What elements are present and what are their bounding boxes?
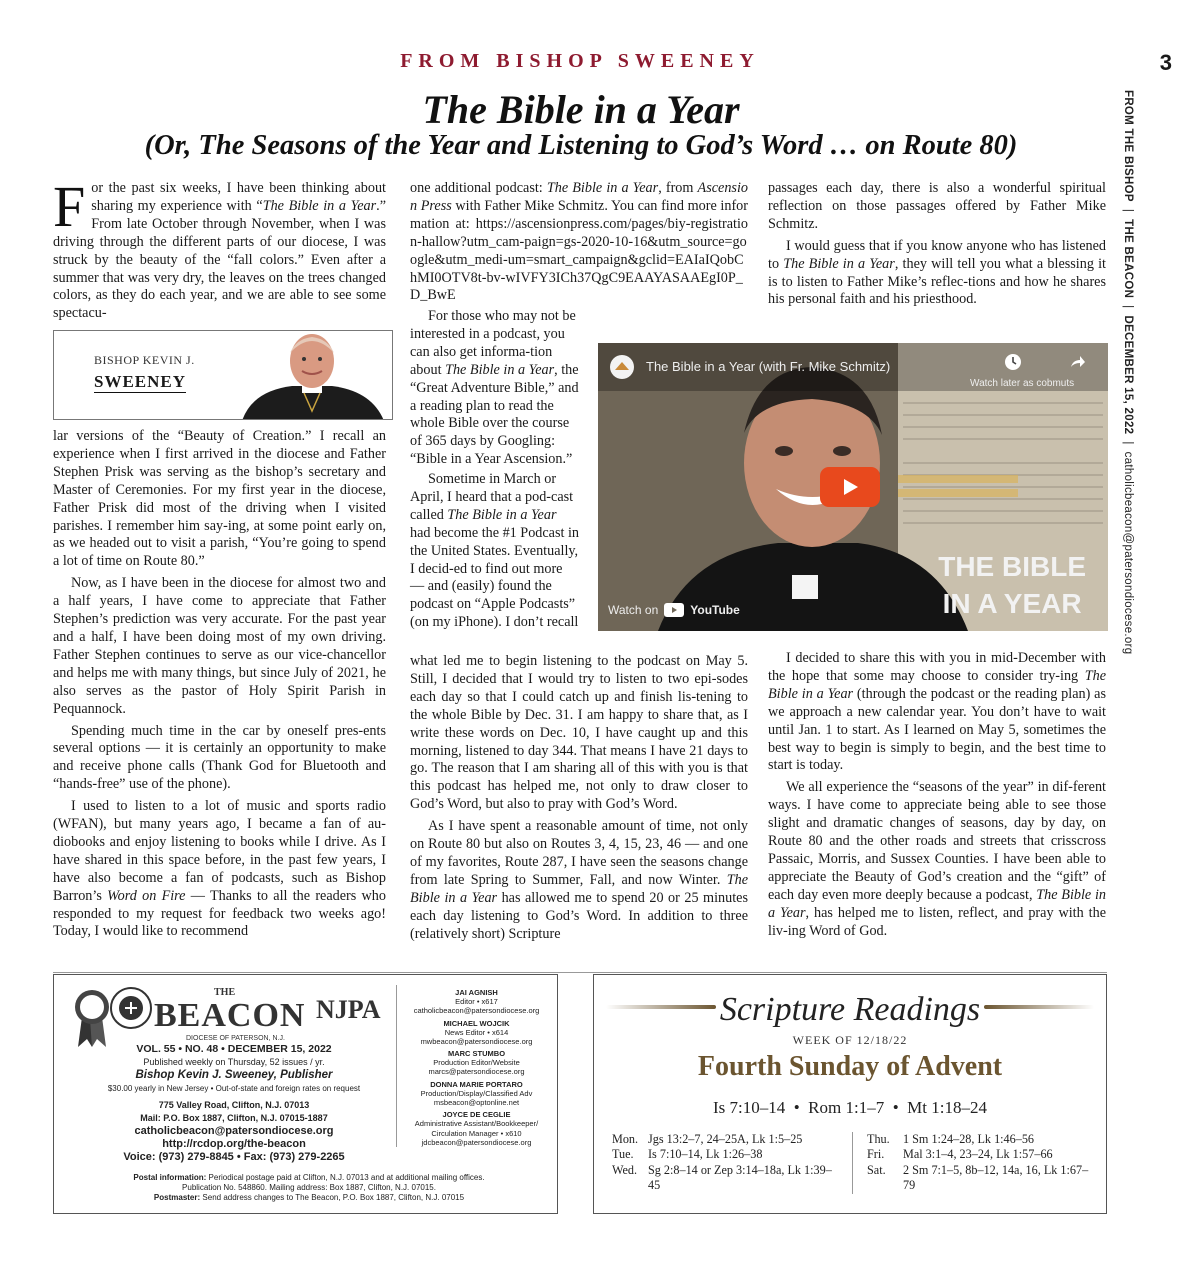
staff-role: Circulation Manager • x610 [431,1128,522,1138]
byline [94,353,195,393]
video-overlay-title [938,548,1086,622]
sunday-readings: Is 7:10–14 • Rom 1:1–7 • Mt 1:18–24 [712,1098,987,1117]
paragraph [410,818,748,943]
sidebar-email: catholicbeacon@patersondiocese.org [1122,451,1134,655]
bishop-portrait-photo [232,331,392,420]
sidebar-date: DECEMBER 15, 2022 [1122,315,1134,435]
text-run: or the past six weeks, I have been thinking about sharing my experience with “ [91,180,386,214]
youtube-logo-icon [664,603,684,617]
weekday-readings-right [852,1132,1092,1194]
paragraph: passages each day, there is also a wonderful spiritual reflection on those passages offered by Father Mike Schmitz. [768,180,1106,232]
italic-title: The Bible in a Year [410,871,748,906]
text-run: , from [658,180,698,196]
play-button-icon[interactable] [820,467,880,507]
text-run: , they will tell you what a blessing it is to listen to Father Mike’s reflec-tions and how he shares his personal faith and his priesthood. [768,255,1106,308]
staff-role: News Editor • x614 [444,1027,509,1037]
publisher-line: Bishop Kevin J. Sweeney, Publisher [135,1069,333,1081]
sidebar-sep: | [1122,305,1134,309]
paragraph [53,798,386,941]
paragraph [768,238,1106,310]
article-column-3-top [768,180,1106,313]
text-run: with Father Mike Schmitz. You can find more information at: https://ascensionpress.com/pages/biy-registration-hallow?utm_cam-paign=gs-2020-10-16&utm_source=google&utm_medi-um=smart_campaign&gclid=EAIaIQobChMI0OTV8t-bv-wIVFY3ICh37QgC9EAAYASAAEgI0P_D_BwE [410,197,748,304]
staff-role: Administrative Assistant/Bookkeeper/ [414,1119,539,1129]
paragraph: Spending much time in the car by oneself pres-ents several options — it is certainly an opportunity to make and receive phone calls (Thank God for Bluetooth and “hands-free” use of the phone). [53,722,386,793]
beacon-logo: BEACON [154,997,306,1034]
paragraph: Now, as I have been in the diocese for almost two and a half years, I have come to appreciate that Father Stephen’s prediction was very accurate. For the past year and a half, I have been doing most of my own driving. Father Stephen continues to serve as our vice-chancellor and helps me with many things, but since July of 2021, he also serves as the pastor of Holy Spirit Parish in Pequannock. [53,575,386,717]
text-run: I would guess that if you know anyone who has listened to [768,237,1106,272]
overlay-line: IN A YEAR [942,588,1082,619]
text-run: For those who may not be interested in a podcast, you can also get informa-tion about [410,308,576,378]
postmaster-label: Postmaster: [153,1193,201,1202]
paragraph [53,174,386,323]
italic-title: The Bible in a Year [546,180,659,196]
reading-day: Fri. [867,1147,885,1162]
vertical-sidebar [1122,90,1152,655]
sidebar-text [1122,90,1134,654]
italic-title: The Bible in a Year [262,197,377,214]
postal-information [64,1173,554,1203]
reading-ref: Sg 2:8–14 or Zep 3:14–18a, Lk 1:39–45 [648,1162,832,1193]
article-column-2-bottom [410,653,748,948]
staff-name: JOYCE DE CEGLIE [442,1110,511,1120]
masthead-the: THE [214,987,236,998]
text-run: .” From late October through November, when I was driving through the different parts of our diocese, I was struck by the beauty of the “fall colors.” Even after a summer that was very dry, the leaves on the trees changed colors, as they do each year, and we are able to see some spectacu- [53,197,386,322]
watch-on-label: Watch on [608,603,659,617]
italic-title: Ascension Press [410,180,748,214]
mail-line: Mail: P.O. Box 1887, Clifton, N.J. 07015-1887 [140,1113,328,1123]
staff-name: JAI AGNISH [455,988,498,997]
sidebar-section: FROM THE BISHOP [1122,90,1134,202]
italic-title: The Bible in a Year [768,886,1106,921]
masthead-info [74,1043,394,1164]
article-column-2-top [410,180,748,309]
text-run: As I have spent a reasonable amount of time, not only on Route 80 but also on Routes 3, 4, 15, 23, 46 — and one of my favorites, Route 287, I have seen the seasons change from late Spring to Summer, Fall, and now Winter. [410,818,748,888]
published-line: Published weekly on Thursday, 52 issues / yr. [143,1057,325,1067]
text-run: had become the #1 Podcast in the United States. Eventually, I decid-ed to find out more — and (easily) found the podcast on “Apple Podcasts” (on my iPhone). I don’t recall [410,524,580,631]
postal-label: Postal information: [133,1173,207,1182]
section-kicker: FROM BISHOP SWEENEY [400,50,760,72]
paragraph: what led me to begin listening to the podcast on May 5. Still, I decided that I would try to listen to two epi-sodes each day so that I could catch up and finish lis-tening to the whole Bible by Dec. 31. I am happy to share that, as I write these words on Dec. 10, I have caught up and this morning, listened to day 344. That means I have 21 days to go. The reason that I am sharing all of this with you is that this podcast has helped me, not only to draw closer to God’s Word, but also to pray with God’s Word. [410,653,748,813]
cpa-seal-icon [110,987,152,1029]
staff-role: Editor • x617 [455,997,498,1006]
reading-row [612,1132,837,1147]
headline: The Bible in a Year [422,87,740,132]
reading-ref: 2 Sm 7:1–5, 8b–12, 14a, 16, Lk 1:67–79 [903,1162,1089,1193]
postmaster-text: Send address changes to The Beacon, P.O. Box 1887, Clifton, N.J. 07015 [202,1193,465,1202]
reading-ref: Is 7:10–14, Lk 1:26–38 [648,1147,763,1162]
staff-email[interactable]: catholicbeacon@patersondiocese.org [413,1006,540,1016]
text-run: (through the podcast or the reading plan) as we approach a new calendar year. You don’t have to wait until Jan. 1 to start. As I learned on May 5, sometimes the best way to begin is simply to begin, and the best time to start is today. [768,685,1106,774]
italic-title: The Bible in a Year [783,255,895,272]
njpa-logo: NJPA [316,995,381,1024]
reading-ref: Mal 3:1–4, 23–24, Lk 1:57–66 [903,1147,1053,1162]
reading-row [612,1163,837,1194]
paragraph [768,650,1106,775]
staff-name: MARC STUMBO [447,1049,506,1059]
address-line: 775 Valley Road, Clifton, N.J. 07013 [158,1100,310,1110]
award-ribbon-icon [72,987,112,1047]
staff-email[interactable]: msbeacon@optonline.net [433,1098,520,1108]
volume-line: VOL. 55 • NO. 48 • DECEMBER 15, 2022 [136,1043,332,1055]
phone-line: Voice: (973) 279-8845 • Fax: (973) 279-2265 [123,1151,345,1163]
text-run: I used to listen to a lot of music and sports radio (WFAN), but many years ago, I became a fan of au-diobooks and enjoy listening to books while I drive. As I have shared in this space before, in the past few years, I have also become a fan of podcasts, such as Bishop Barron’s [53,798,386,904]
text-run: — Thanks to all the readers who responded to my request for feedback two weeks ago! Today, I would like to recommend [53,887,386,940]
masthead-box [53,974,558,1214]
reading-row [612,1147,837,1162]
clock-icon[interactable] [1004,353,1022,371]
paragraph: lar versions of the “Beauty of Creation.” I recall an experience when I first arrived in the diocese and Father Stephen Prisk was serving as the bishop’s secretary and Master of Ceremonies. For my first year in the diocese, Father Prisk did most of the driving when I visited parishes. I remember him say-ing, at some point early on, as we headed out to visit a parish, “You’re going to spend a lot of time on Route 80.” [53,428,386,570]
reading-row [867,1132,1092,1147]
reading-day: Tue. [612,1147,634,1162]
website-link[interactable]: http://rcdop.org/the-beacon [162,1138,306,1150]
watch-later-label[interactable]: Watch later as cobmuts [970,378,1075,389]
reading-day: Wed. [612,1162,638,1177]
sidebar-sep: | [1122,441,1134,445]
subheadline: (Or, The Seasons of the Year and Listening to God’s Word … on Route 80) [144,130,1018,161]
postal-line [64,1173,554,1183]
text-run: I decided to share this with you in mid-December with the hope that some may choose to consider try-ing [768,650,1106,684]
reading-row [867,1163,1092,1194]
email-link[interactable]: catholicbeacon@patersondiocese.org [134,1125,334,1137]
reading-day: Sat. [867,1162,886,1177]
article-column-1-top [53,174,386,327]
reading-ref: Jgs 13:2–7, 24–25A, Lk 1:5–25 [648,1132,803,1146]
overlay-line: THE BIBLE [938,551,1086,582]
reading-ref: 1 Sm 1:24–28, Lk 1:46–56 [903,1132,1035,1146]
scripture-sunday: Fourth Sunday of Advent [697,1051,1003,1082]
italic-title: The Bible in a Year [768,667,1106,702]
postmaster-line [64,1193,554,1203]
paragraph [768,779,1106,940]
text-run: Sometime in March or April, I heard that a pod-cast called [410,471,574,523]
byline-title: BISHOP KEVIN J. [94,353,195,367]
byline-name: SWEENEY [94,372,187,391]
staff-role: Production Editor/Website [433,1058,520,1068]
text-run: has allowed me to spend 20 or 25 minutes each day listening to God’s Word. In addition to three (relatively short) Scripture [410,889,748,942]
scripture-readings-box [593,974,1107,1214]
page-number: 3 [1159,50,1172,75]
drop-cap: F [53,174,86,239]
article-column-3-bottom [768,650,1106,945]
byline-box [53,330,393,420]
text-run: We all experience the “seasons of the year” in dif-ferent ways. I have come to appreciate being able to see those slight and dramatic changes of seasons, day by day, on Route 80 and the other roads and streets that crisscross Passaic, Morris, and Sussex Counties. I have been able to appreciate the Beauty of God’s creation and the “gift” of each day even more deeply because a podcast, [768,779,1106,903]
text-run: one additional podcast: [410,180,547,196]
italic-title: Word on Fire [107,887,186,904]
video-title[interactable]: The Bible in a Year (with Fr. Mike Schmitz) [646,359,891,374]
weekday-readings-left [612,1132,837,1194]
paragraph [410,180,748,305]
sidebar-paper: THE BEACON [1122,219,1134,299]
scripture-week: WEEK OF 12/18/22 [792,1033,908,1047]
scripture-title: Scripture Readings [719,991,981,1028]
staff-list [396,985,552,1147]
staff-email[interactable]: mwbeacon@patersondiocese.org [420,1036,533,1046]
share-icon[interactable] [1068,353,1086,371]
staff-role: Production/Display/Classified Adv [420,1088,533,1098]
reading-day: Thu. [867,1132,890,1146]
rate-line: $30.00 yearly in New Jersey • Out-of-state and foreign rates on request [107,1084,361,1093]
sidebar-sep: | [1122,208,1134,213]
staff-name: DONNA MARIE PORTARO [430,1079,523,1089]
reading-row [867,1147,1092,1162]
italic-title: The Bible in a Year [447,506,557,523]
staff-email[interactable]: jdcbeacon@patersondiocese.org [421,1137,532,1147]
watch-on-youtube-link[interactable] [608,603,740,617]
text-run: , has helped me to listen, reflect, and pray with the liv-ing Word of God. [768,904,1106,939]
article-column-2-narrow-text [410,471,580,636]
reading-day: Mon. [612,1132,639,1146]
staff-email[interactable]: marcs@patersondiocese.org [428,1067,525,1077]
paragraph [410,471,580,632]
staff-name: MICHAEL WOJCIK [443,1018,510,1028]
postal-text: Periodical postage paid at Clifton, N.J. 07013 and at additional mailing offices. [208,1173,485,1182]
article-column-1-bottom [53,428,386,945]
italic-title: The Bible in a Year [445,361,555,378]
text-run: , the “Great Adventure Bible,” and a reading plan to read the whole Bible over the course of 365 days by Googling: “Bible in a Year Ascension.” [410,361,579,468]
masthead-diocese: DIOCESE OF PATERSON, N.J. [186,1035,285,1042]
postal-line: Publication No. 548860. Mailing address: Box 1887, Clifton, N.J. 07015. [182,1183,436,1192]
bottom-divider [53,972,1107,973]
youtube-video-embed[interactable] [598,343,1108,631]
youtube-label: YouTube [690,603,740,617]
